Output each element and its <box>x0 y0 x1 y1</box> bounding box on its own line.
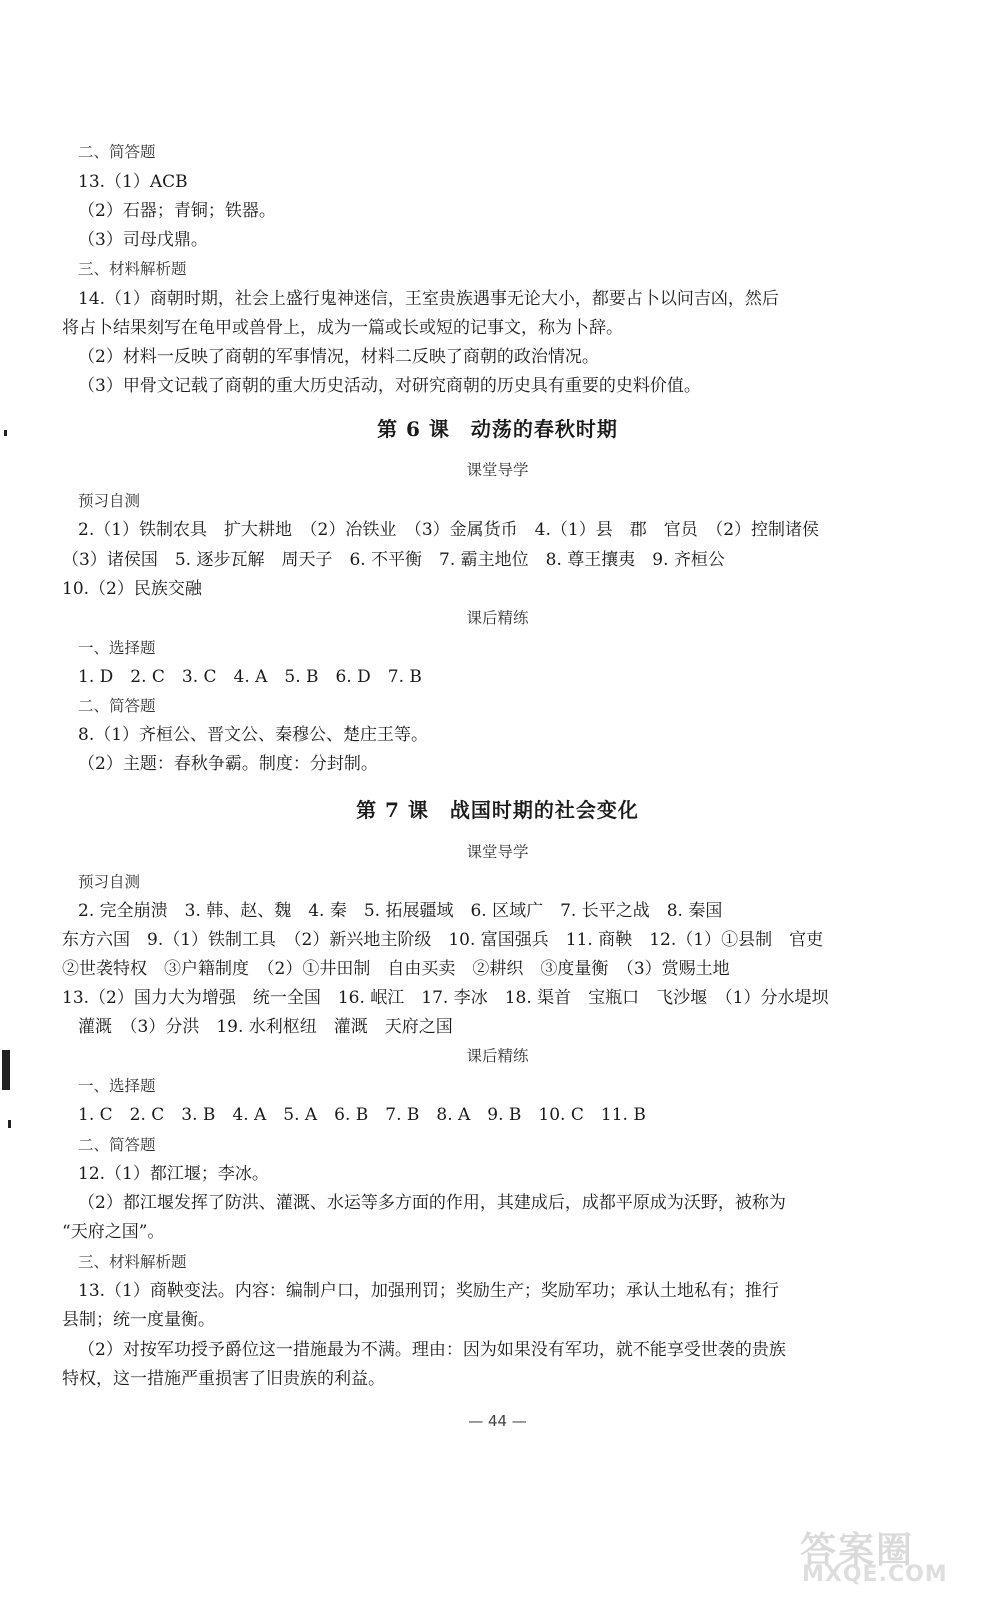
lesson-6-section-classroom: 课堂导学 <box>466 461 529 479</box>
section-heading: 三、材料解析题 <box>78 260 187 278</box>
answer-line: 12.（1）都江堰；李冰。 <box>78 1164 269 1184</box>
answer-line: ②世袭特权 ③户籍制度 （2）①井田制 自由买卖 ②耕织 ③度量衡 （3）赏赐土地 <box>62 959 730 979</box>
answer-line: （2）都江堰发挥了防洪、灌溉、水运等多方面的作用，其建成后，成都平原成为沃野，被称为 <box>78 1193 786 1213</box>
answer-line: （2）主题：春秋争霸。制度：分封制。 <box>78 754 378 774</box>
page-number: — 44 — <box>468 1412 527 1430</box>
answer-line: 13.（2）国力大为增强 统一全国 16. 岷江 17. 李冰 18. 渠首 宝瓶口 飞沙堰 （1）分水堤坝 <box>62 988 829 1008</box>
answer-line: 灌溉 （3）分洪 19. 水利枢纽 灌溉 天府之国 <box>78 1017 453 1037</box>
answer-line: 13.（1）ACB <box>78 172 188 192</box>
answer-line: 2.（1）铁制农具 扩大耕地 （2）冶铁业 （3）金属货币 4.（1）县 郡 官员 （2）控制诸侯 <box>78 520 820 540</box>
section-heading: 二、简答题 <box>78 1136 156 1154</box>
section-heading: 三、材料解析题 <box>78 1253 187 1271</box>
section-heading: 预习自测 <box>78 492 141 510</box>
watermark-main: 答案圈 <box>800 1530 915 1571</box>
section-heading: 二、简答题 <box>78 143 156 161</box>
lesson-7-section-practice: 课后精练 <box>466 1047 529 1065</box>
answer-line: （3）诸侯国 5. 逐步瓦解 周天子 6. 不平衡 7. 霸主地位 8. 尊王攘夷 9. 齐桓公 <box>62 550 725 570</box>
section-heading: 一、选择题 <box>78 639 156 657</box>
answer-line: （2）对按军功授予爵位这一措施最为不满。理由：因为如果没有军功，就不能享受世袭的贵族 <box>78 1340 786 1360</box>
lesson-7-section-classroom: 课堂导学 <box>466 843 529 861</box>
section-heading: 二、简答题 <box>78 697 156 715</box>
answer-line: 东方六国 9.（1）铁制工具 （2）新兴地主阶级 10. 富国强兵 11. 商鞅 12.（1）①县制 官吏 <box>62 930 824 950</box>
section-heading: 预习自测 <box>78 873 141 891</box>
answer-line: （2）石器；青铜；铁器。 <box>78 201 276 221</box>
watermark-logo <box>800 1522 960 1590</box>
lesson-6-title: 第 6 课 动荡的春秋时期 <box>377 417 618 441</box>
answer-line: （3）甲骨文记载了商朝的重大历史活动，对研究商朝的历史具有重要的史料价值。 <box>78 376 701 396</box>
scan-edge-mark <box>8 1120 11 1128</box>
answer-line: “天府之国”。 <box>62 1222 165 1242</box>
scan-edge-mark <box>4 430 7 436</box>
answer-line: （3）司母戊鼎。 <box>78 230 208 250</box>
lesson-7-title: 第 7 课 战国时期的社会变化 <box>356 798 639 822</box>
answer-line: 2. 完全崩溃 3. 韩、赵、魏 4. 秦 5. 拓展疆域 6. 区域广 7. 长平之战 8. 秦国 <box>78 901 723 921</box>
answer-line: 10.（2）民族交融 <box>62 579 202 599</box>
answer-line: 8.（1）齐桓公、晋文公、秦穆公、楚庄王等。 <box>78 725 429 745</box>
lesson-6-section-practice: 课后精练 <box>466 609 529 627</box>
answer-line: （2）材料一反映了商朝的军事情况，材料二反映了商朝的政治情况。 <box>78 347 599 367</box>
answer-line: 县制；统一度量衡。 <box>62 1310 215 1330</box>
answer-line: 将占卜结果刻写在龟甲或兽骨上，成为一篇或长或短的记事文，称为卜辞。 <box>62 318 623 338</box>
answer-line: 1. C 2. C 3. B 4. A 5. A 6. B 7. B 8. A 9. B 10. C 11. B <box>78 1105 646 1125</box>
answer-line: 13.（1）商鞅变法。内容：编制户口，加强刑罚；奖励生产；奖励军功；承认土地私有；推行 <box>78 1281 779 1301</box>
watermark-site: MXQE.COM <box>802 1562 948 1587</box>
answer-line: 特权，这一措施严重损害了旧贵族的利益。 <box>62 1369 385 1389</box>
scan-edge-mark <box>2 1050 10 1090</box>
answer-line: 14.（1）商朝时期，社会上盛行鬼神迷信，王室贵族遇事无论大小，都要占卜以问吉凶，然后 <box>78 289 779 309</box>
section-heading: 一、选择题 <box>78 1077 156 1095</box>
answer-line: 1. D 2. C 3. C 4. A 5. B 6. D 7. B <box>78 667 422 687</box>
